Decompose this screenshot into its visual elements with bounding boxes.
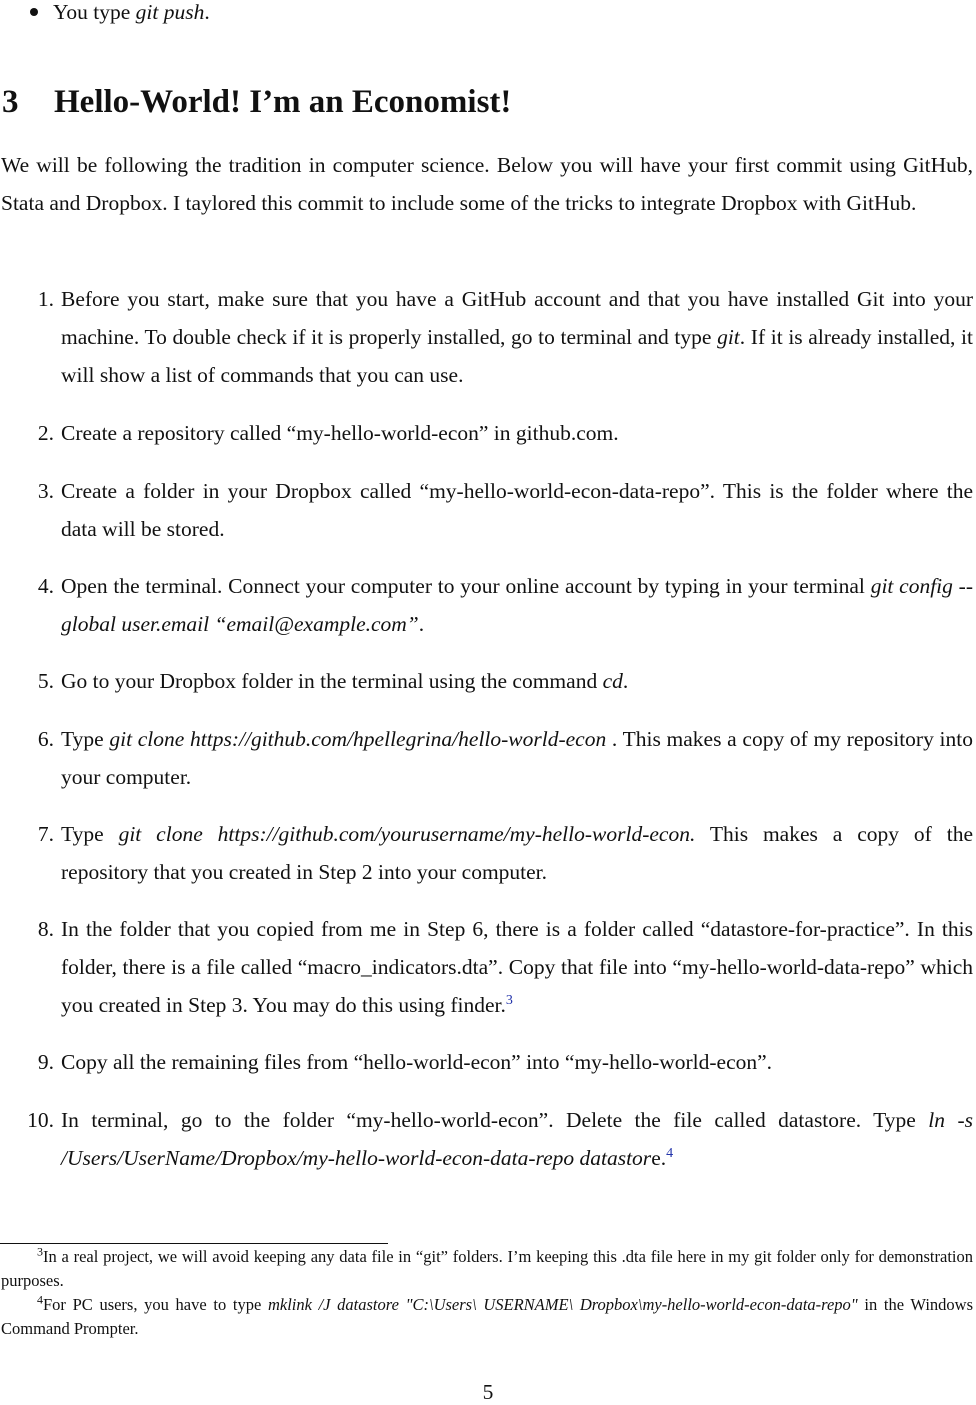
footnote-mark: 3: [37, 1244, 43, 1259]
bullet-icon: [30, 8, 38, 16]
footnote-code: mklink /J datastore "C:\Users\ USERNAME\ Dropbox\my-hello-world-econ-data-repo": [267, 1295, 858, 1314]
footnote-ref-4[interactable]: 4: [666, 1145, 674, 1161]
section-heading: [2, 80, 511, 124]
step-text: Create a repository called “my-hello-world-econ” in github.com.: [61, 421, 619, 445]
step-number: 10.: [27, 1108, 54, 1132]
section-number: 3: [2, 84, 19, 120]
step-number: 9.: [37, 1050, 54, 1074]
step-number: 2.: [37, 421, 54, 445]
bullet-item-git-push: [30, 0, 210, 28]
step-text: Copy all the remaining files from “hello-world-econ” into “my-hello-world-econ”.: [61, 1050, 773, 1074]
bullet-command: git push: [135, 0, 205, 24]
footnote-4: $^4$For PC users, you have to type mklink /J datastore "C:\Users\ USERNAME\ Dropbox\my-hello-world-econ-data-repo" in the Windows Command Prompter.: [1, 1292, 973, 1338]
step-number: 6.: [37, 727, 54, 751]
step-number: 8.: [37, 917, 54, 941]
footnote-ref-3[interactable]: 3: [505, 992, 513, 1008]
intro-paragraph: We will be following the tradition in computer science. Below you will have your first commit using GitHub, Stata and Dropbox. I taylored this commit to include some of the tricks to integrate Dropbox with GitHub.: [1, 153, 973, 215]
footnote-mark: 4: [37, 1292, 43, 1307]
step-number: 7.: [37, 822, 54, 846]
step-text: In the folder that you copied from me in Step 6, there is a folder called “datastore-for-practice”. In this folder, there is a file called “macro_indicators.dta”. Copy that file into “my-hello-world-data-repo” which you created in Step 3. You may do this using finder.$^3$: [61, 917, 973, 1017]
bullet-prefix: You type: [53, 0, 136, 24]
footnotes: [1, 1245, 973, 1341]
step-number: 5.: [37, 669, 54, 693]
step-text: Go to your Dropbox folder in the terminal using the command cd.: [61, 669, 629, 693]
footnote-divider: [0, 1243, 388, 1244]
bullet-suffix: .: [204, 0, 210, 24]
step-text: Type git clone https://github.com/yourusername/my-hello-world-econ. This makes a copy of the repository that you created in Step 2 into your computer.: [61, 822, 973, 884]
step-text: Create a folder in your Dropbox called “my-hello-world-econ-data-repo”. This is the folder where the data will be stored.: [61, 479, 973, 541]
step-number: 4.: [37, 574, 54, 598]
page-number: 5: [482, 1380, 494, 1404]
step-number: 3.: [37, 479, 54, 503]
step-text: Type git clone https://github.com/hpellegrina/hello-world-econ . This makes a copy of my repository into your computer.: [61, 727, 973, 789]
step-text: Before you start, make sure that you have a GitHub account and that you have installed Git into your machine. To double check if it is properly installed, go to terminal and type git. If it is already installed, it will show a list of commands that you can use.: [61, 287, 973, 387]
step-text: Open the terminal. Connect your computer to your online account by typing in your terminal git config --global user.email “email@example.com”.: [61, 574, 973, 636]
section-title: Hello-World! I’m an Economist!: [54, 84, 512, 120]
step-text: In terminal, go to the folder “my-hello-world-econ”. Delete the file called datastore. Type ln -s /Users/UserName/Dropbox/my-hello-world-econ-data-repo datastore.$^4$: [61, 1108, 973, 1170]
step-number: 1.: [37, 287, 54, 311]
footnote-3: $^3$In a real project, we will avoid keeping any data file in “git” folders. I’m keeping this .dta file here in my git folder only for demonstration purposes.: [1, 1244, 973, 1290]
